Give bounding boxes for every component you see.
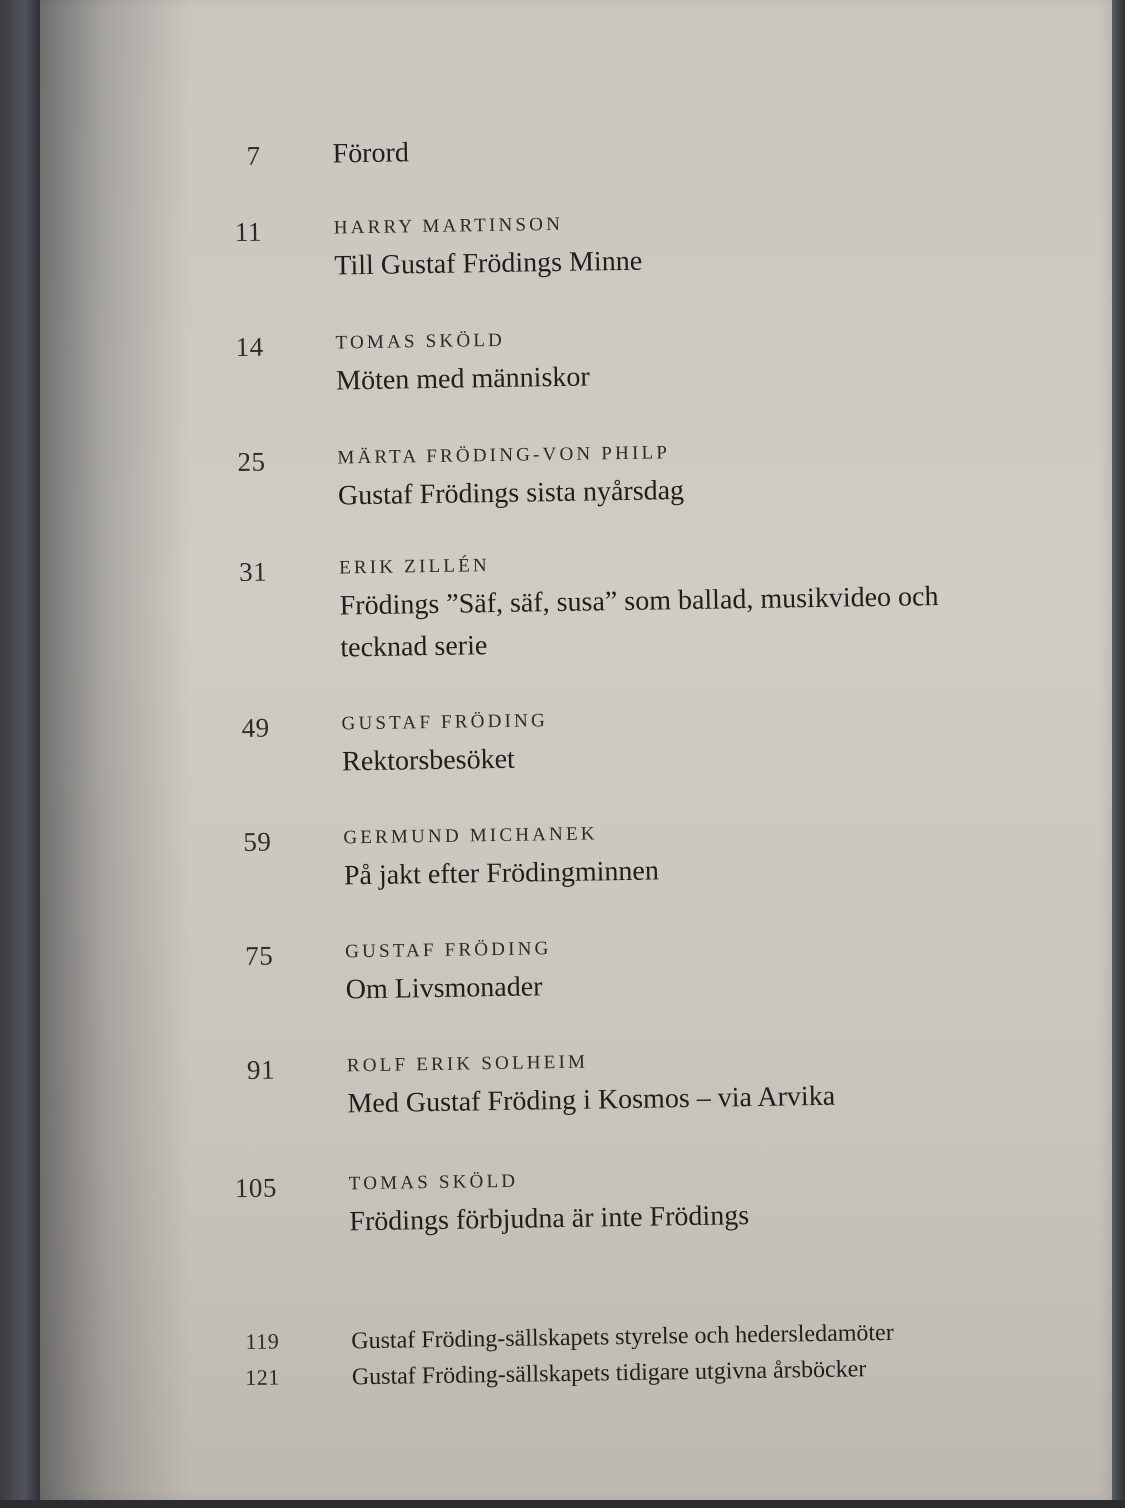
background-edge: [1112, 0, 1125, 1500]
toc-page-number: 7: [246, 140, 261, 171]
toc-author: MÄRTA FRÖDING-VON PHILP: [337, 442, 671, 469]
toc-author: ROLF ERIK SOLHEIM: [346, 1051, 589, 1077]
toc-title: Frödings förbjudna är inte Frödings: [349, 1200, 750, 1238]
toc-title: Gustaf Fröding-sällskapets tidigare utgivna årsböcker: [351, 1356, 867, 1391]
toc-page-number: 49: [241, 712, 270, 743]
toc-appendix-entry: [49, 1314, 1049, 1355]
toc-title: Rektorsbesöket: [341, 743, 516, 778]
book-page: [40, 0, 1112, 1500]
toc-title: Till Gustaf Frödings Minne: [334, 245, 643, 282]
toc-page-number: 75: [244, 940, 274, 971]
toc-entry: [43, 928, 1043, 1006]
toc-author: GUSTAF FRÖDING: [344, 938, 552, 963]
toc-entry: [39, 700, 1039, 778]
toc-title: Möten med människor: [335, 361, 590, 397]
toc-title: Gustaf Fröding-sällskapets styrelse och hedersledamöter: [351, 1319, 894, 1355]
toc-author: HARRY MARTINSON: [333, 213, 564, 239]
toc-author: TOMAS SKÖLD: [335, 329, 506, 354]
toc-author: GERMUND MICHANEK: [343, 823, 598, 849]
toc-page-number: 105: [234, 1172, 278, 1204]
toc-title: Frödings ”Säf, säf, susa” som ballad, musikvideo och tecknad serie: [339, 581, 939, 664]
toc-page-number: 31: [238, 556, 268, 588]
toc-page-number: 59: [243, 826, 272, 857]
toc-page-number: 119: [245, 1328, 280, 1355]
toc-title: Om Livsmonader: [345, 971, 543, 1006]
toc-entry: [47, 1160, 1047, 1238]
toc-entry: [33, 320, 1033, 397]
toc-entry: [37, 544, 1037, 664]
toc-entry: [35, 434, 1035, 512]
toc-author: TOMAS SKÖLD: [348, 1170, 519, 1195]
toc-page-number: 121: [245, 1364, 281, 1391]
toc-entry: [41, 814, 1041, 892]
toc-title: På jakt efter Frödingminnen: [343, 855, 660, 892]
toc-title: Gustaf Frödings sista nyårsdag: [337, 475, 685, 512]
toc-page-number: 91: [246, 1054, 276, 1085]
toc-entry: [45, 1042, 1045, 1120]
toc-title: Förord: [332, 137, 410, 170]
toc-page-number: 11: [234, 216, 263, 248]
table-of-contents: [28, 0, 1123, 1508]
toc-page-number: 25: [237, 446, 266, 478]
toc-title: Med Gustaf Fröding i Kosmos – via Arvika: [347, 1080, 836, 1120]
toc-author: GUSTAF FRÖDING: [341, 710, 549, 735]
toc-author: ERIK ZILLÉN: [338, 555, 491, 579]
toc-entry-forord: [30, 129, 1030, 171]
toc-entry: [32, 205, 1032, 282]
toc-page-number: 14: [235, 331, 264, 363]
